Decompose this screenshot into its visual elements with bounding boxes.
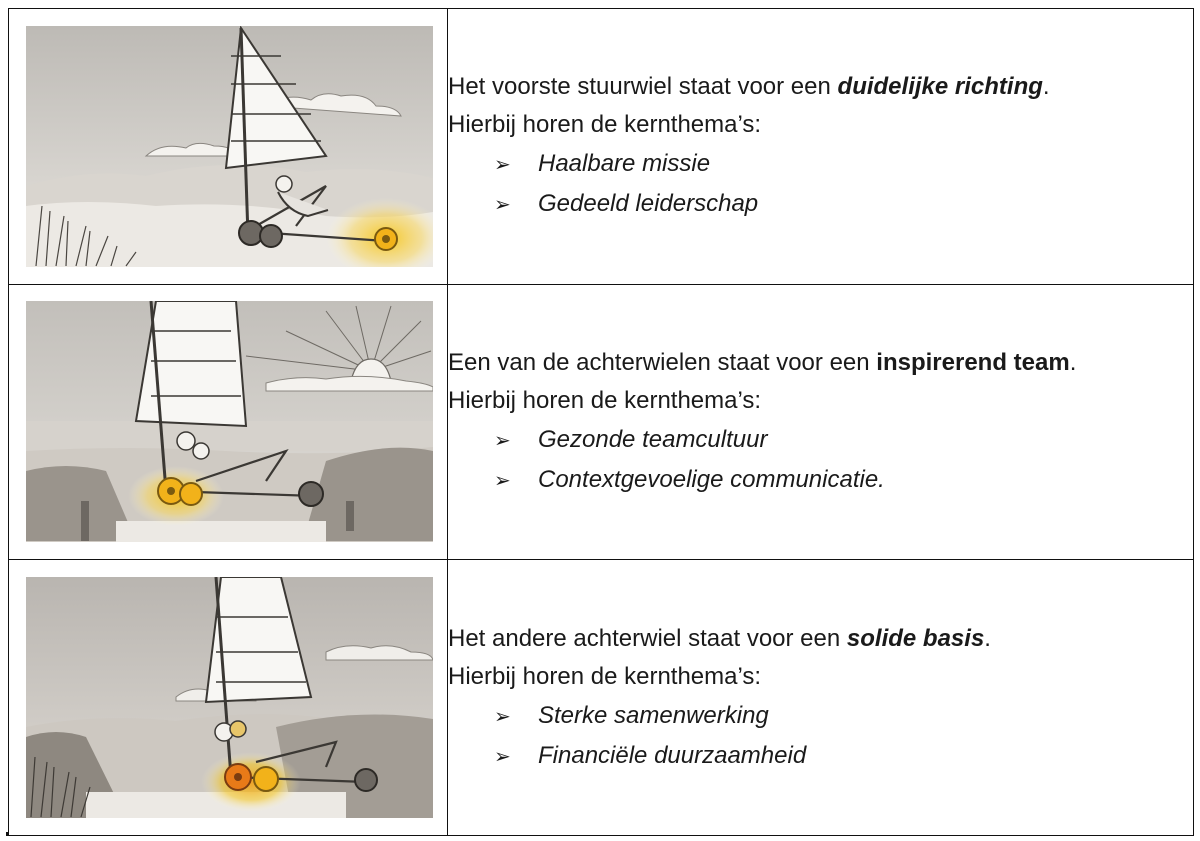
list-item: ➢ Gedeeld leiderschap <box>448 184 1193 224</box>
intro-line: Het andere achterwiel staat voor een solide basis. <box>448 624 991 652</box>
subheading: Hierbij horen de kernthema’s: <box>448 386 762 414</box>
land-sailer-rear-wheel-illustration <box>26 301 433 542</box>
stray-mark <box>6 832 8 836</box>
list-item: ➢ Financiële duurzaamheid <box>448 736 1193 776</box>
explanation-table <box>8 8 1194 836</box>
arrow-bullet-icon: ➢ <box>494 467 511 492</box>
intro-line: Een van de achterwielen staat voor een inspirerend team. <box>448 348 1077 376</box>
emphasis-text: inspirerend team <box>876 348 1070 376</box>
table-row <box>9 560 1194 836</box>
arrow-bullet-icon: ➢ <box>494 192 511 217</box>
subheading: Hierbij horen de kernthema’s: <box>448 662 762 690</box>
list-item: ➢ Sterke samenwerking <box>448 696 1193 736</box>
land-sailer-front-wheel-illustration <box>26 26 433 267</box>
intro-line: Het voorste stuurwiel staat voor een duidelijke richting. <box>448 73 1050 101</box>
arrow-bullet-icon: ➢ <box>494 703 511 728</box>
list-item: ➢ Contextgevoelige communicatie. <box>448 460 1193 500</box>
illustration-cell <box>9 560 448 836</box>
list-item: ➢ Gezonde teamcultuur <box>448 420 1193 460</box>
arrow-bullet-icon: ➢ <box>494 427 511 452</box>
emphasis-text: solide basis <box>846 624 985 652</box>
list-item: ➢ Haalbare missie <box>448 144 1193 184</box>
arrow-bullet-icon: ➢ <box>494 152 511 177</box>
illustration-cell <box>9 284 448 560</box>
land-sailer-other-rear-wheel-illustration <box>26 577 433 818</box>
description-cell <box>448 9 1194 285</box>
description-cell <box>448 284 1194 560</box>
table-row <box>9 284 1194 560</box>
subheading: Hierbij horen de kernthema’s: <box>448 111 762 139</box>
illustration-cell <box>9 9 448 285</box>
table-row <box>9 9 1194 285</box>
description-cell <box>448 560 1194 836</box>
arrow-bullet-icon: ➢ <box>494 743 511 768</box>
emphasis-text: duidelijke richting <box>837 73 1043 101</box>
